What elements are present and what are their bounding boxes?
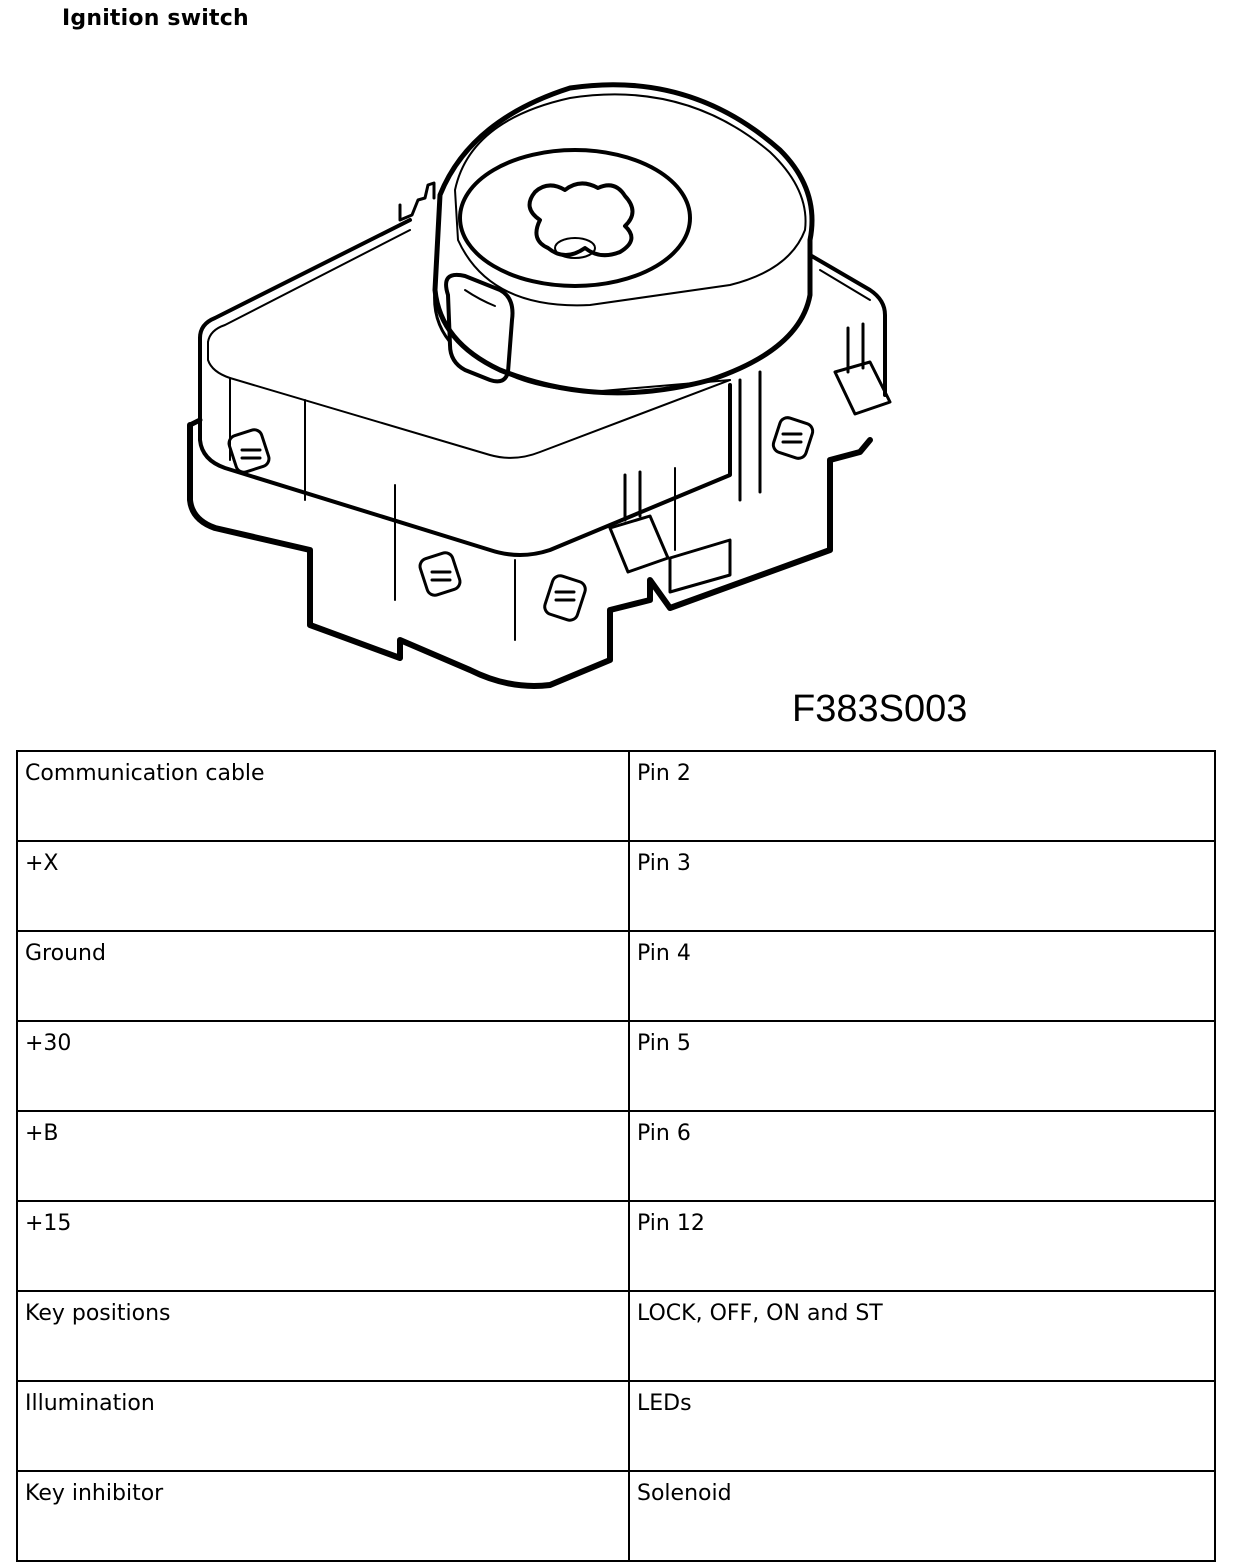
row-label: Key inhibitor (17, 1471, 629, 1561)
row-value: LEDs (629, 1381, 1215, 1471)
row-label: Key positions (17, 1291, 629, 1381)
row-value: Pin 4 (629, 931, 1215, 1021)
ignition-switch-figure (170, 80, 910, 720)
row-label: +30 (17, 1021, 629, 1111)
table-row (17, 841, 1215, 931)
row-value: Solenoid (629, 1471, 1215, 1561)
row-value: Pin 5 (629, 1021, 1215, 1111)
table-row (17, 1201, 1215, 1291)
table-row (17, 1021, 1215, 1111)
table-row (17, 1111, 1215, 1201)
pinout-table (16, 750, 1216, 1562)
row-label: Illumination (17, 1381, 629, 1471)
row-value: Pin 6 (629, 1111, 1215, 1201)
page-title: Ignition switch (62, 6, 249, 31)
figure-code: F383S003 (792, 688, 968, 730)
table-row (17, 1381, 1215, 1471)
row-value: LOCK, OFF, ON and ST (629, 1291, 1215, 1381)
table-row (17, 931, 1215, 1021)
table-row (17, 751, 1215, 841)
row-value: Pin 3 (629, 841, 1215, 931)
row-value: Pin 12 (629, 1201, 1215, 1291)
row-label: Communication cable (17, 751, 629, 841)
row-label: Ground (17, 931, 629, 1021)
row-value: Pin 2 (629, 751, 1215, 841)
row-label: +15 (17, 1201, 629, 1291)
ignition-switch-drawing (170, 80, 910, 720)
table-row (17, 1291, 1215, 1381)
table-row (17, 1471, 1215, 1561)
row-label: +B (17, 1111, 629, 1201)
row-label: +X (17, 841, 629, 931)
